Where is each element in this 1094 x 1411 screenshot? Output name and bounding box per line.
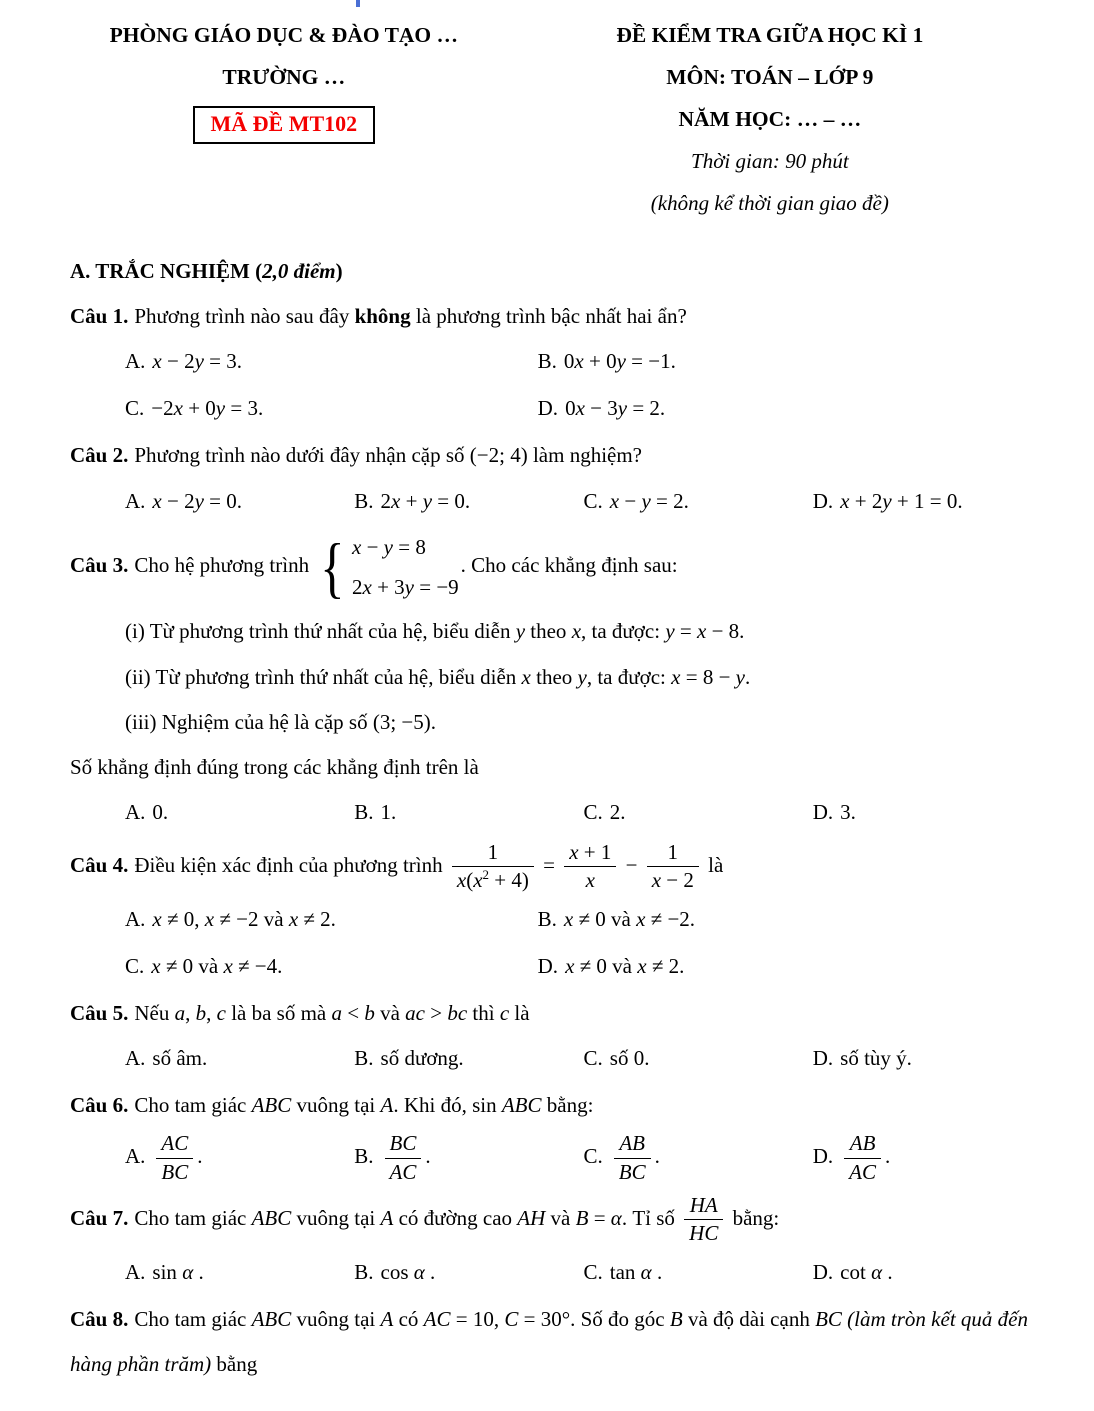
school-year-line: NĂM HỌC: … – … — [678, 107, 862, 131]
options — [70, 1128, 1042, 1188]
question-text — [70, 991, 1042, 1036]
closing-line: Số khẳng định đúng trong các khẳng định trên là — [70, 754, 479, 779]
question-text — [70, 1083, 1042, 1128]
subject-line: MÔN: TOÁN – LỚP 9 — [666, 65, 874, 89]
option-label: A. — [125, 906, 146, 931]
option-text: x ≠ 0 và x ≠ −4. — [151, 953, 283, 978]
option-text: số dương. — [380, 1046, 464, 1071]
option-text: tan α . — [609, 1259, 663, 1284]
option-c — [584, 1250, 813, 1295]
option-text: x + 2y + 1 = 0. — [840, 488, 963, 513]
option-d — [813, 1128, 1042, 1188]
option-c — [584, 479, 813, 524]
header-left — [70, 14, 498, 224]
duration-line: Thời gian: 90 phút — [691, 149, 849, 173]
option-text: 2x + y = 0. — [380, 488, 471, 513]
option-label: D. — [812, 1046, 834, 1071]
option-label: C. — [125, 953, 145, 978]
option-d — [538, 944, 1042, 989]
question-text — [70, 526, 1042, 610]
exam-code: MÃ ĐỀ MT102 — [210, 111, 358, 136]
question-2 — [70, 433, 1042, 523]
question-text — [70, 1190, 1042, 1250]
section-a-title: A. TRẮC NGHIỆM (2,0 điểm) — [70, 259, 343, 283]
note-line: (không kể thời gian giao đề) — [650, 191, 889, 215]
option-label: B. — [354, 1259, 374, 1284]
option-text: x − 2y = 0. — [152, 488, 243, 513]
option-text: −2x + 0y = 3. — [151, 396, 264, 421]
option-label: D. — [537, 953, 559, 978]
options — [70, 339, 1042, 431]
option-label: C. — [583, 1046, 603, 1071]
question-label: Câu 4. — [70, 852, 129, 877]
question-text — [70, 294, 1042, 339]
option-label: D. — [812, 1259, 834, 1284]
option-label: C. — [583, 800, 603, 825]
question-label: Câu 6. — [70, 1093, 129, 1118]
statement-iii: (iii) Nghiệm của hệ là cặp số (3; −5). — [125, 709, 436, 734]
option-text: x − y = 2. — [609, 488, 689, 513]
option-text: cot α . — [840, 1259, 893, 1284]
question-label: Câu 8. — [70, 1306, 129, 1331]
option-text: 3. — [840, 800, 856, 825]
question-7 — [70, 1190, 1042, 1295]
question-label: Câu 1. — [70, 304, 129, 328]
option-text: x ≠ 0 và x ≠ −2. — [563, 906, 696, 931]
option-b — [354, 790, 583, 835]
option-a — [125, 1036, 354, 1081]
option-label: A. — [125, 1259, 146, 1284]
option-text: $\frac{AB}{AC}$ . — [840, 1144, 890, 1168]
option-b — [354, 479, 583, 524]
question-3 — [70, 526, 1042, 835]
option-d — [538, 386, 1042, 431]
option-c — [584, 1036, 813, 1081]
question-label: Câu 2. — [70, 443, 129, 468]
option-text: 2. — [609, 800, 626, 825]
school-line: TRƯỜNG … — [222, 65, 346, 89]
option-label: C. — [125, 396, 145, 421]
question-label: Câu 3. — [70, 553, 129, 578]
option-label: B. — [354, 1144, 374, 1169]
option-text: $\frac{BC}{AC}$ . — [381, 1144, 431, 1168]
statement-i: (i) Từ phương trình thứ nhất của hệ, biểu diễn y theo x, ta được: y = x − 8. — [125, 619, 745, 644]
question-body: Cho tam giác ABC vuông tại A có AC = 10, C = 30°. Số đo góc B và độ dài cạnh BC (làm tròn kết quả đến hàng phần trăm) bằng — [70, 1306, 1028, 1376]
option-d — [813, 479, 1042, 524]
option-b — [354, 1128, 583, 1188]
option-b — [354, 1036, 583, 1081]
question-1 — [70, 294, 1042, 431]
option-label: B. — [354, 1046, 374, 1071]
question-4 — [70, 837, 1042, 989]
option-text: x ≠ 0 và x ≠ 2. — [565, 953, 685, 978]
option-label: C. — [583, 1144, 603, 1169]
option-a — [125, 1250, 354, 1295]
question-text — [70, 837, 1042, 897]
option-c — [584, 790, 813, 835]
option-text: 1. — [380, 800, 397, 825]
header-right — [498, 14, 1042, 224]
option-d — [813, 1250, 1042, 1295]
option-c — [125, 386, 538, 431]
question-6 — [70, 1083, 1042, 1188]
option-label: C. — [583, 1259, 603, 1284]
option-label: A. — [125, 349, 146, 374]
question-8 — [70, 1297, 1042, 1387]
option-label: A. — [125, 1144, 146, 1169]
option-b — [354, 1250, 583, 1295]
question-text — [70, 433, 1042, 478]
option-a — [125, 479, 354, 524]
option-text: $\frac{AC}{BC}$ . — [152, 1144, 202, 1168]
option-label: B. — [354, 488, 374, 513]
question-label: Câu 5. — [70, 1001, 129, 1026]
option-label: B. — [354, 800, 374, 825]
question-body: Phương trình nào sau đây không là phương trình bậc nhất hai ẩn? — [134, 304, 687, 328]
option-text: cos α . — [380, 1259, 436, 1284]
department-line: PHÒNG GIÁO DỤC & ĐÀO TẠO … — [109, 23, 459, 47]
option-text: 0. — [152, 800, 169, 825]
option-text: số tùy ý. — [840, 1046, 912, 1071]
option-text: 0x − 3y = 2. — [565, 396, 666, 421]
option-a — [125, 790, 354, 835]
option-d — [813, 1036, 1042, 1081]
option-a — [125, 339, 538, 384]
page-top-artifact — [356, 0, 360, 7]
question-body: Cho tam giác ABC vuông tại A. Khi đó, sin ABC bằng: — [134, 1093, 594, 1118]
option-a — [125, 897, 538, 942]
option-text: số âm. — [152, 1046, 208, 1071]
option-text: x ≠ 0, x ≠ −2 và x ≠ 2. — [152, 906, 336, 931]
option-b — [538, 339, 1042, 384]
option-c — [125, 944, 538, 989]
option-text: $\frac{AB}{BC}$ . — [610, 1144, 660, 1168]
question-text — [70, 1297, 1042, 1387]
option-label: A. — [125, 488, 146, 513]
question-body: Cho hệ phương trình { x − y = 8 2x + 3y = −9 . Cho các khẳng định sau: — [134, 529, 678, 605]
option-label: D. — [812, 488, 834, 513]
options — [70, 1250, 1042, 1295]
question-body: Phương trình nào dưới đây nhận cặp số (−2; 4) làm nghiệm? — [134, 443, 642, 468]
question-5 — [70, 991, 1042, 1081]
question-body: Điều kiện xác định của phương trình $\frac{1}{x(x^2 + 4)}$ = $\frac{x + 1}{x}$ − $\frac{1}{x - 2}$ là — [134, 853, 723, 877]
option-d — [813, 790, 1042, 835]
option-text: x − 2y = 3. — [152, 349, 243, 374]
options — [70, 790, 1042, 835]
option-text: 0x + 0y = −1. — [563, 349, 676, 374]
option-label: B. — [537, 906, 557, 931]
options — [70, 897, 1042, 989]
option-text: sin α . — [152, 1259, 204, 1284]
option-label: D. — [812, 1144, 834, 1169]
option-b — [538, 897, 1042, 942]
statement-ii: (ii) Từ phương trình thứ nhất của hệ, biểu diễn x theo y, ta được: x = 8 − y. — [125, 664, 751, 689]
option-label: B. — [537, 349, 557, 374]
option-label: C. — [583, 488, 603, 513]
options — [70, 1036, 1042, 1081]
options — [70, 479, 1042, 524]
question-label: Câu 7. — [70, 1205, 129, 1230]
header — [70, 14, 1042, 224]
option-text: số 0. — [609, 1046, 650, 1071]
question-body: Cho tam giác ABC vuông tại A có đường cao AH và B = α. Tỉ số $\frac{HA}{HC}$ bằng: — [134, 1206, 779, 1230]
option-label: A. — [125, 800, 146, 825]
option-label: A. — [125, 1046, 146, 1071]
option-a — [125, 1128, 354, 1188]
question-body: Nếu a, b, c là ba số mà a < b và ac > bc thì c là — [134, 1001, 530, 1026]
exam-code-box — [193, 106, 376, 144]
exam-title: ĐỀ KIỂM TRA GIỮA HỌC KÌ 1 — [616, 23, 924, 47]
option-label: D. — [812, 800, 834, 825]
option-c — [584, 1128, 813, 1188]
option-label: D. — [537, 396, 559, 421]
